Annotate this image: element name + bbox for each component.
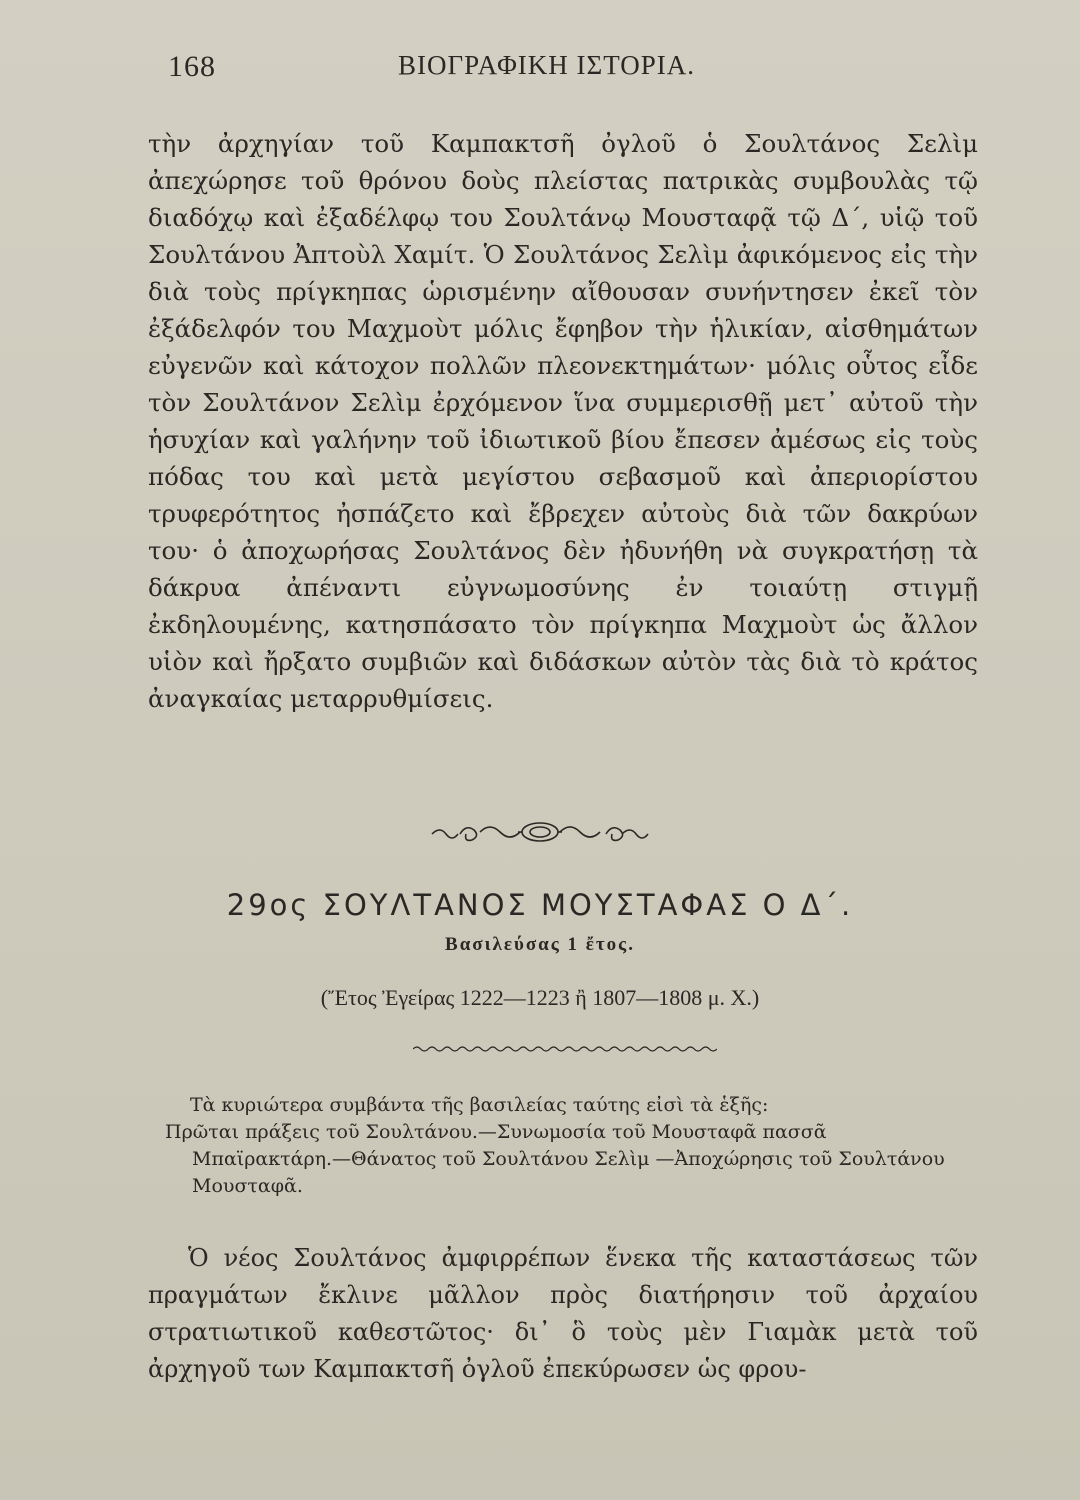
- ornament-flourish-icon: [430, 818, 650, 848]
- decorative-divider: [0, 818, 1080, 848]
- reign-duration: Βασιλεύσας 1 ἔτος.: [445, 934, 635, 955]
- reign-years: (Ἔτος Ἐγείρας 1222—1223 ἢ 1807—1808 μ. Χ.): [320, 985, 760, 1010]
- chapter-summary: [165, 1092, 965, 1200]
- page-number: 168: [168, 50, 216, 83]
- running-title: ΒΙΟΓΡΑΦΙΚΗ ΙΣΤΟΡΙΑ.: [398, 50, 696, 80]
- continued-paragraph: τὴν ἀρχηγίαν τοῦ Καμπακτσῆ ὀγλοῦ ὁ Σουλτάνος Σελὶμ ἀπεχώρησε τοῦ θρόνου δοὺς πλείστας πατρικὰς συμβουλὰς τῷ διαδόχῳ καὶ ἐξαδέλφῳ του Σουλτάνῳ Μουσταφᾷ τῷ Δ΄, υἱῷ τοῦ Σουλτάνου Ἀπτοὺλ Χαμίτ. Ὁ Σουλτάνος Σελὶμ ἀφικόμενος εἰς τὴν διὰ τοὺς πρίγκηπας ὡρισμένην αἴθουσαν συνήντησεν ἐκεῖ τὸν ἐξάδελφόν του Μαχμοὺτ μόλις ἔφηβον τὴν ἡλικίαν, αἰσθημάτων εὐγενῶν καὶ κάτοχον πολλῶν πλεονεκτημάτων· μόλις οὗτος εἶδε τὸν Σουλτάνον Σελὶμ ἐρχόμενον ἵνα συμμερισθῇ μετ᾽ αὐτοῦ τὴν ἡσυχίαν καὶ γαλήνην τοῦ ἰδιωτικοῦ βίου ἔπεσεν ἀμέσως εἰς τοὺς πόδας του καὶ μετὰ μεγίστου σεβασμοῦ καὶ ἀπεριορίστου τρυφερότητος ἠσπάζετο καὶ ἔβρεχεν αὐτοὺς διὰ τῶν δακρύων του· ὁ ἀποχωρήσας Σουλτάνος δὲν ἠδυνήθη νὰ συγκρατήσῃ τὰ δάκρυα ἀπέναντι εὐγνωμοσύνης ἐν τοιαύτῃ στιγμῇ ἐκδηλουμένης, κατησπάσατο τὸν πρίγκηπα Μαχμοὺτ ὡς ἄλλον υἱὸν καὶ ἤρξατο συμβιῶν καὶ διδάσκων αὐτὸν τὰς διὰ τὸ κράτος ἀναγκαίας μεταρρυθμίσεις.: [148, 129, 978, 713]
- page-header: [168, 50, 788, 90]
- summary-events: Πρῶται πράξεις τοῦ Σουλτάνου.—Συνωμοσία τοῦ Μουσταφᾶ πασσᾶ Μπαϊρακτάρη.—Θάνατος τοῦ Σουλτάνου Σελὶμ —Ἀποχώρησις τοῦ Σουλτάνου Μουσταφᾶ.: [165, 1121, 945, 1197]
- opening-paragraph: Ὁ νέος Σουλτάνος ἀμφιρρέπων ἕνεκα τῆς καταστάσεως τῶν πραγμάτων ἔκλινε μᾶλλον πρὸς διατήρησιν τοῦ ἀρχαίου στρατιωτικοῦ καθεστῶτος· δι᾽ ὃ τοὺς μὲν Γιαμὰκ μετὰ τοῦ ἀρχηγοῦ των Καμπακτσῆ ὀγλοῦ ἐπεκύρωσεν ὡς φρου-: [148, 1244, 978, 1383]
- chapter-title: 29ος ΣΟΥΛΤΑΝΟΣ ΜΟΥΣΤΑΦΑΣ Ο Δ΄.: [226, 888, 854, 922]
- summary-intro: Τὰ κυριώτερα συμβάντα τῆς βασιλείας ταύτης εἰσὶ τὰ ἑξῆς:: [190, 1094, 769, 1116]
- wavy-rule: [413, 1044, 717, 1054]
